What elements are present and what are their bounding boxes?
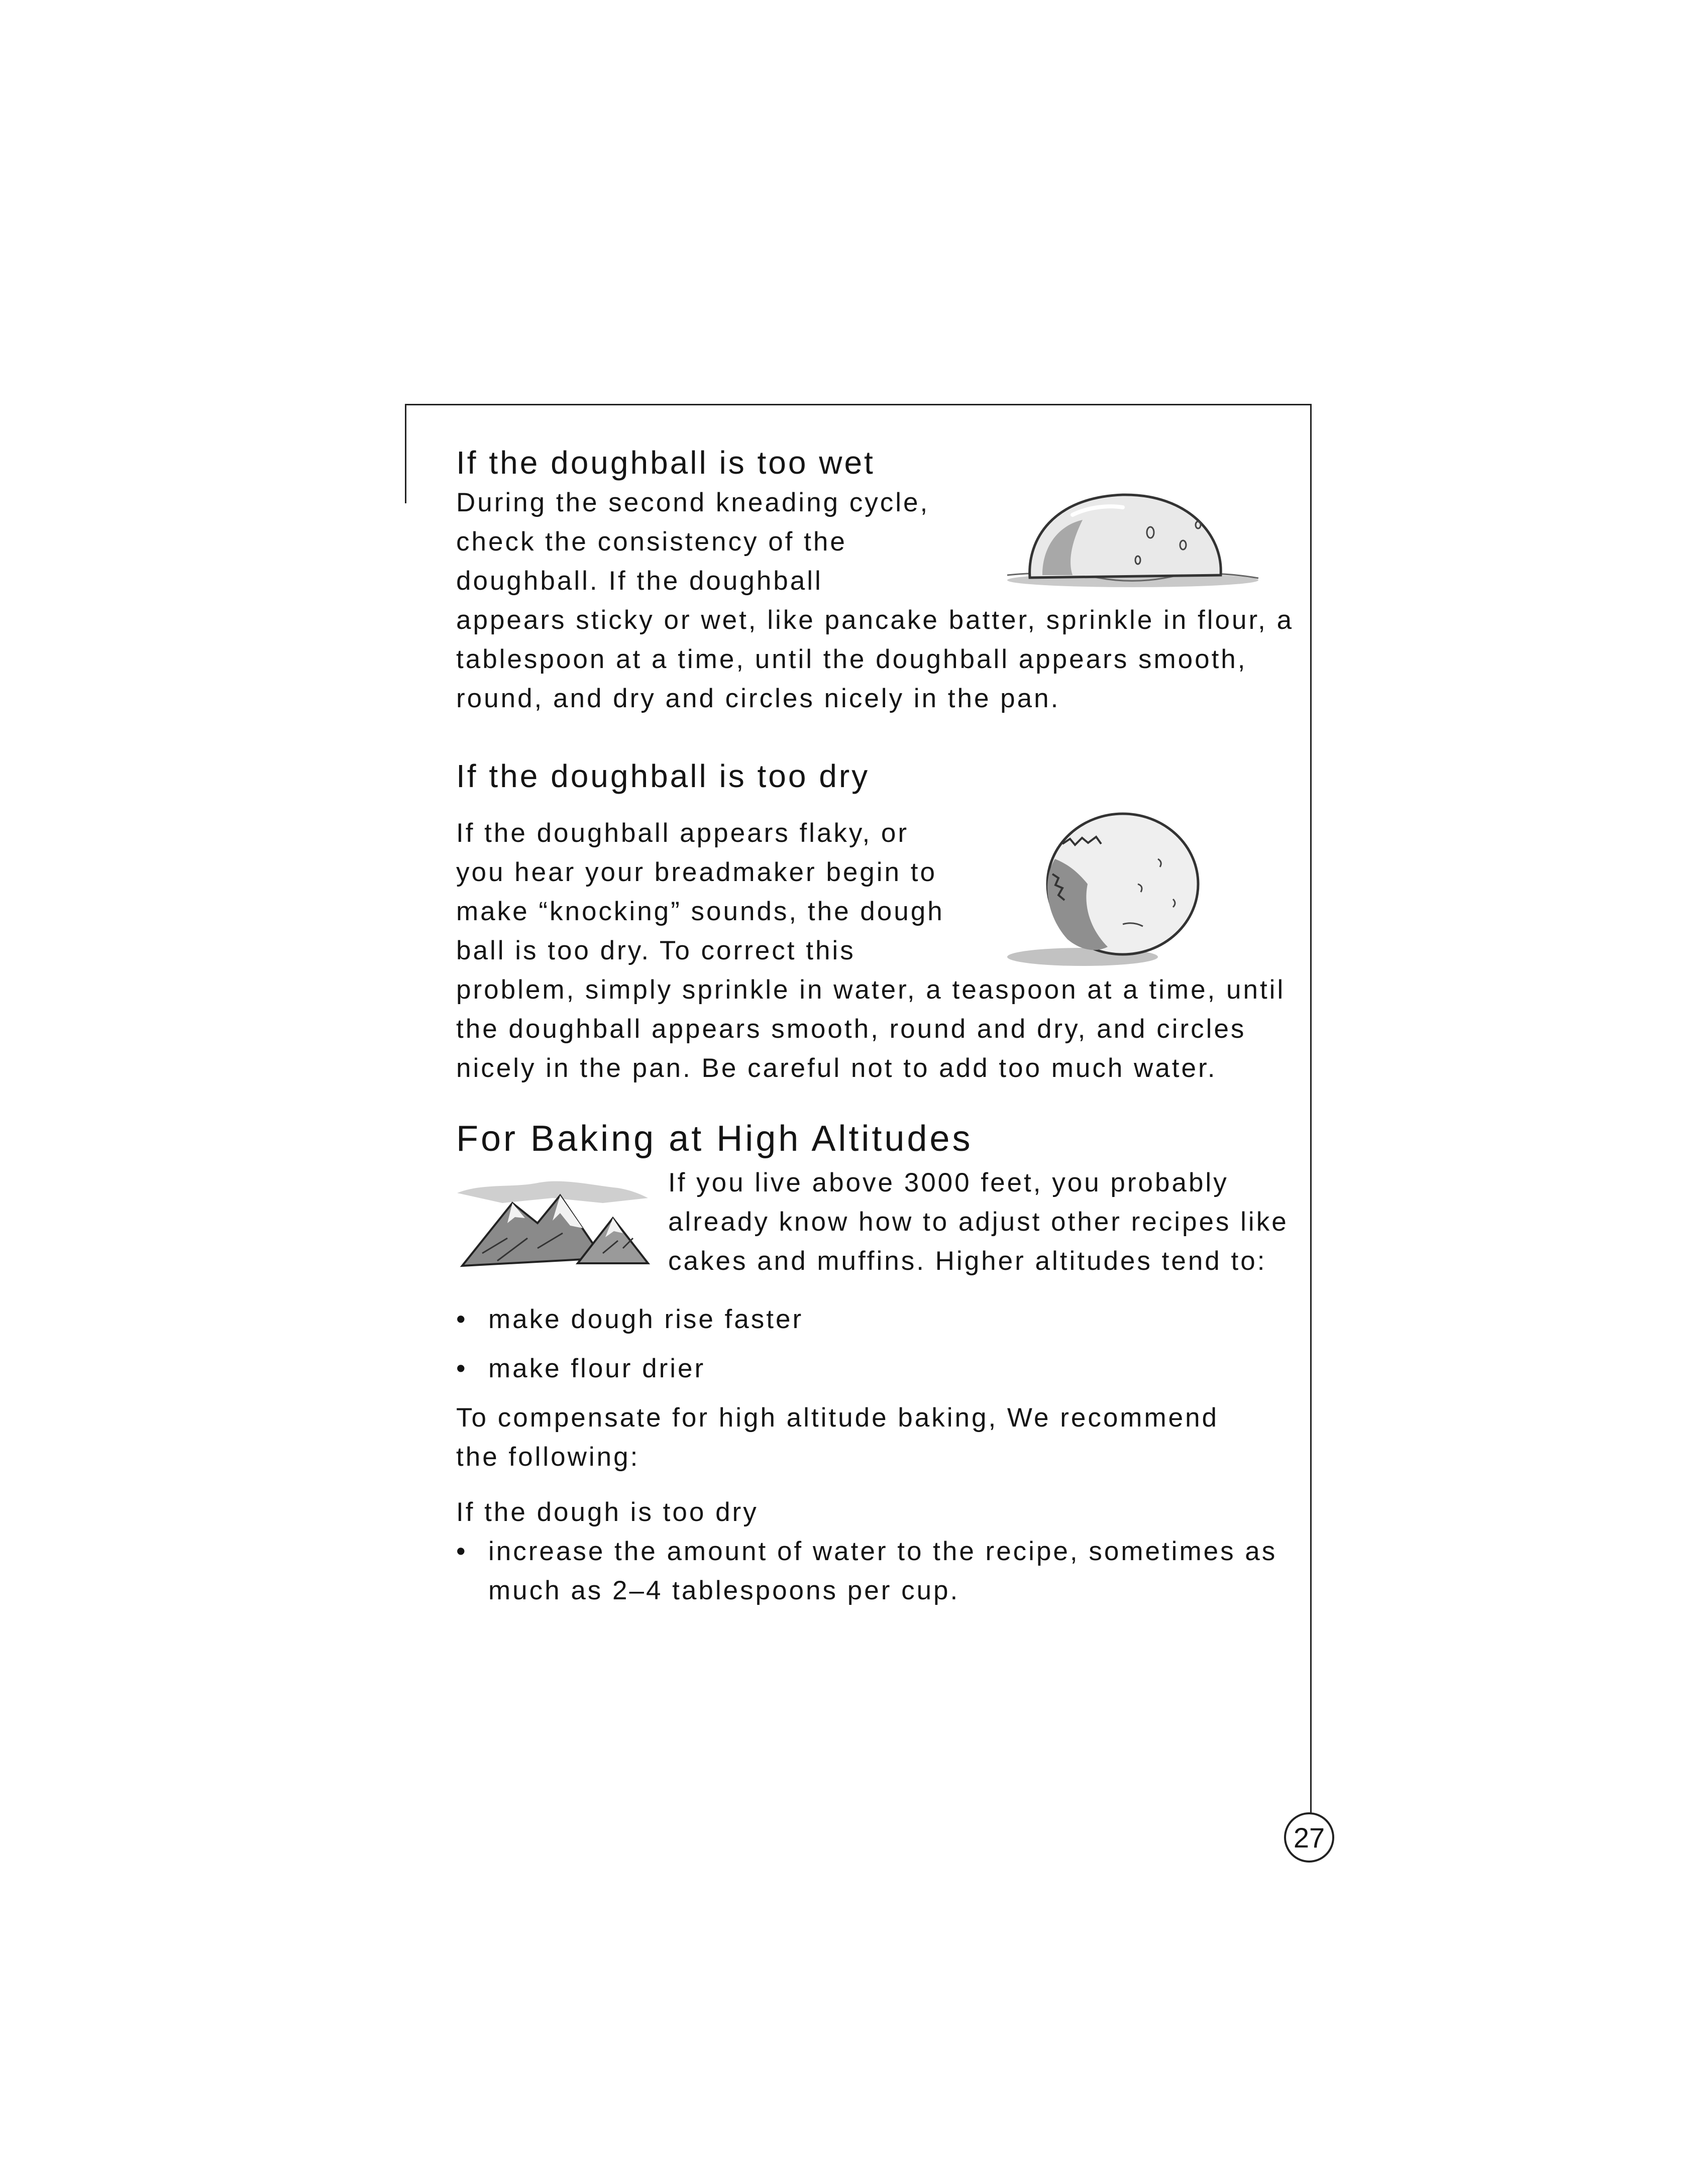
sub-bullet-increase-water (456, 1532, 1277, 1571)
dry-text-line-7: nicely in the pan. Be careful not to add too much water. (456, 1053, 1217, 1083)
page-number-badge (1284, 1812, 1334, 1863)
bullet-item-rise-faster (456, 1300, 803, 1339)
page-number: 27 (1293, 1821, 1325, 1854)
page-frame-right-rule (1310, 404, 1312, 1814)
wet-text-line-3: doughball. If the doughball (456, 566, 823, 596)
bullet-text: increase the amount of water to the recipe, sometimes as (488, 1537, 1277, 1566)
heading-high-altitudes: For Baking at High Altitudes (456, 1119, 973, 1159)
heading-too-wet: If the doughball is too wet (456, 445, 875, 481)
bullet-item-flour-drier (456, 1349, 705, 1388)
page-frame-top-rule (405, 404, 1311, 405)
compensate-line-2: the following: (456, 1442, 640, 1472)
compensate-line-1: To compensate for high altitude baking, We recommend (456, 1403, 1219, 1433)
subheading-dough-too-dry: If the dough is too dry (456, 1497, 759, 1527)
heading-too-dry: If the doughball is too dry (456, 758, 870, 794)
dry-text-line-6: the doughball appears smooth, round and dry, and circles (456, 1014, 1246, 1044)
altitude-intro-line-1: If you live above 3000 feet, you probably (668, 1168, 1229, 1197)
altitude-intro-line-2: already know how to adjust other recipes like (668, 1207, 1289, 1237)
wet-doughball-icon (997, 485, 1263, 598)
dry-text-line-1: If the doughball appears flaky, or (456, 818, 909, 848)
page-frame-left-tick (405, 404, 406, 503)
bullet-text: make dough rise faster (488, 1304, 804, 1334)
wet-text-line-1: During the second kneading cycle, (456, 488, 930, 517)
dry-text-line-2: you hear your breadmaker begin to (456, 857, 937, 887)
bullet-text: make flour drier (488, 1354, 706, 1383)
sub-bullet-continuation: much as 2–4 tablespoons per cup. (488, 1576, 960, 1605)
dry-text-line-4: ball is too dry. To correct this (456, 936, 856, 965)
bullet-symbol: • (456, 1537, 468, 1566)
wet-text-line-4: appears sticky or wet, like pancake batter, sprinkle in flour, a (456, 605, 1294, 635)
bullet-symbol: • (456, 1304, 468, 1334)
dry-text-line-3: make “knocking” sounds, the dough (456, 897, 944, 926)
altitude-intro-line-3: cakes and muffins. Higher altitudes tend to: (668, 1246, 1267, 1276)
wet-text-line-6: round, and dry and circles nicely in the pan. (456, 684, 1060, 713)
wet-text-line-5: tablespoon at a time, until the doughball appears smooth, (456, 644, 1247, 674)
bullet-symbol: • (456, 1354, 468, 1383)
dry-doughball-icon (1007, 824, 1208, 969)
mountains-icon (452, 1178, 653, 1273)
dry-text-line-5: problem, simply sprinkle in water, a teaspoon at a time, until (456, 975, 1286, 1005)
wet-text-line-2: check the consistency of the (456, 527, 847, 557)
